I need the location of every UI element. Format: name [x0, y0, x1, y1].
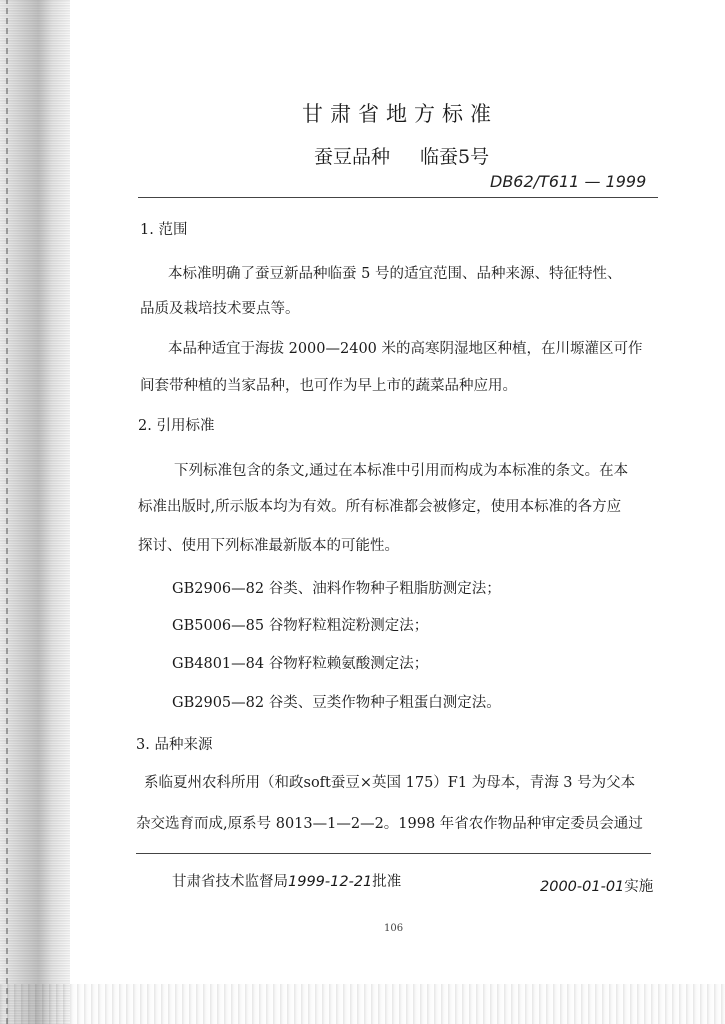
page-number: 106	[384, 923, 404, 934]
subtitle-category: 蚕豆品种	[314, 146, 391, 168]
footer-divider	[136, 853, 651, 854]
section-3-heading: 3. 品种来源	[136, 737, 213, 753]
scan-edge-shadow	[0, 0, 70, 1024]
scan-bottom-shadow	[0, 984, 725, 1024]
section-2-para-line-1: 下列标准包含的条文,通过在本标准中引用而构成为本标准的条文。在本	[174, 463, 629, 479]
effective-line	[540, 875, 653, 896]
document-number: DB62/T611 — 1999	[490, 172, 647, 191]
issue-date: 1999-12-21	[288, 874, 373, 890]
section-2-para-line-3: 探讨、使用下列标准最新版本的可能性。	[138, 538, 399, 554]
document-title: 甘肃省地方标准	[302, 102, 498, 126]
section-1-para-2-line-2: 间套带种植的当家品种，也可作为早上市的蔬菜品种应用。	[140, 378, 517, 394]
section-2-para-line-2: 标准出版时,所示版本均为有效。所有标准都会被修定，使用本标准的各方应	[138, 499, 622, 515]
issuer-name: 甘肃省技术监督局	[172, 874, 288, 890]
section-3-para-line-2: 杂交选育而成,原系号 8013—1—2—2。1998 年省农作物品种审定委员会通过	[136, 816, 643, 832]
effective-suffix: 实施	[624, 879, 654, 895]
issue-suffix: 批准	[372, 874, 402, 890]
section-2-heading: 2. 引用标准	[138, 418, 215, 434]
header-divider	[138, 197, 658, 198]
effective-date: 2000-01-01	[540, 879, 625, 895]
reference-gb5006: GB5006—85 谷物籽粒粗淀粉测定法；	[172, 618, 429, 634]
reference-gb2905: GB2905—82 谷类、豆类作物种子粗蛋白测定法。	[172, 695, 501, 711]
reference-gb2906: GB2906—82 谷类、油料作物种子粗脂肪测定法；	[172, 581, 501, 597]
document-subtitle	[314, 142, 489, 169]
issuer-line	[172, 870, 401, 891]
section-1-para-1-line-2: 品质及栽培技术要点等。	[140, 301, 300, 317]
reference-gb4801: GB4801—84 谷物籽粒赖氨酸测定法；	[172, 656, 429, 672]
section-1-heading: 1. 范围	[140, 222, 188, 238]
scan-edge-line	[6, 0, 8, 1024]
section-1-para-1-line-1: 本标准明确了蚕豆新品种临蚕 5 号的适宜范围、品种来源、特征特性、	[168, 266, 622, 282]
subtitle-variety: 临蚕5号	[420, 146, 490, 168]
section-3-para-line-1: 系临夏州农科所用（和政soft蚕豆×英国 175）F1 为母本，青海 3 号为父本	[144, 775, 636, 791]
section-1-para-2-line-1: 本品种适宜于海拔 2000—2400 米的高寒阴湿地区种植，在川塬灌区可作	[168, 341, 643, 357]
